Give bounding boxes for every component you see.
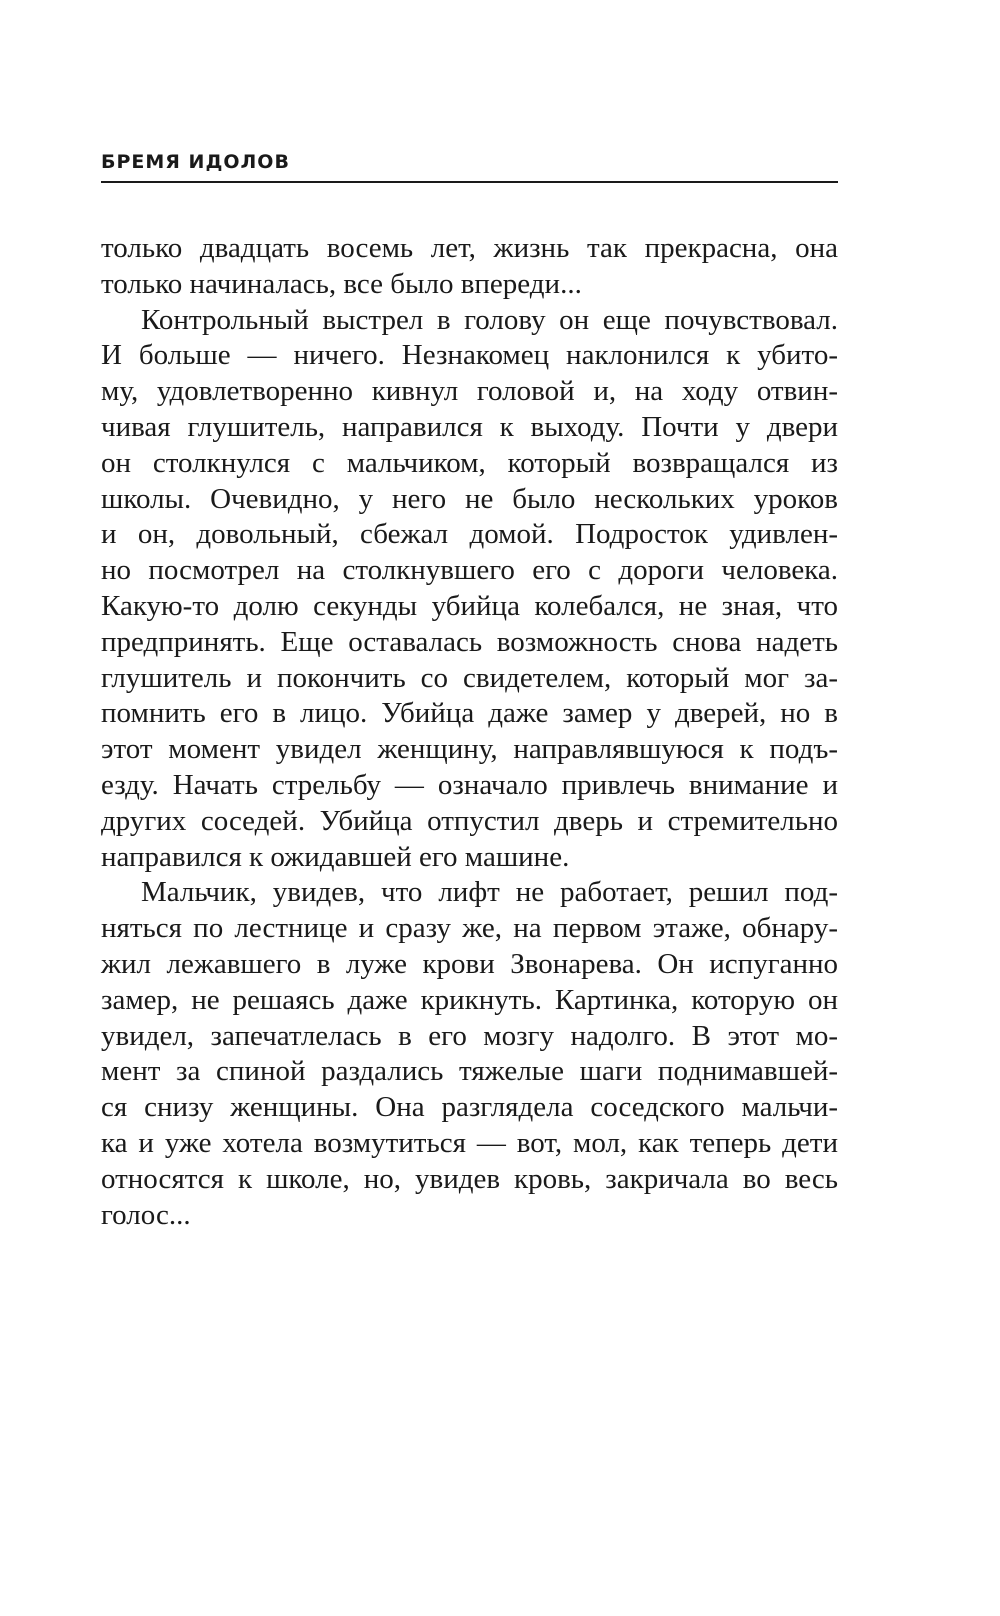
- text-line: няться по лестнице и сразу же, на первом этаже, обнару-: [101, 912, 838, 945]
- text-line: относятся к школе, но, увидев кровь, закричала во весь: [101, 1162, 838, 1195]
- text-line: школы. Очевидно, у него не было нескольких уроков: [101, 482, 838, 515]
- header-rule: [101, 181, 838, 183]
- text-line: Контрольный выстрел в голову он еще почувствовал.: [141, 303, 838, 336]
- text-line: предпринять. Еще оставалась возможность снова надеть: [101, 625, 838, 658]
- text-line: только двадцать восемь лет, жизнь так прекрасна, она: [101, 232, 838, 264]
- text-line: но посмотрел на столкнувшего его с дороги человека.: [101, 554, 838, 587]
- text-line: чивая глушитель, направился к выходу. Почти у двери: [101, 410, 838, 443]
- text-line: глушитель и покончить со свидетелем, который мог за-: [101, 661, 838, 694]
- text-line: езду. Начать стрельбу — означало привлечь внимание и: [101, 768, 838, 801]
- text-line: Мальчик, увидев, что лифт не работает, решил под-: [141, 876, 838, 909]
- text-line: жил лежавшего в луже крови Звонарева. Он испуганно: [101, 947, 838, 980]
- text-line: и он, довольный, сбежал домой. Подросток удивлен-: [101, 518, 838, 551]
- text-line: ка и уже хотела возмутиться — вот, мол, как теперь дети: [101, 1126, 838, 1159]
- text-line: этот момент увидел женщину, направлявшуюся к подъ-: [101, 733, 838, 766]
- body-text: [101, 231, 838, 1233]
- text-line: мент за спиной раздались тяжелые шаги поднимавшей-: [101, 1055, 838, 1088]
- text-line: помнить его в лицо. Убийца даже замер у дверей, но в: [101, 697, 838, 730]
- text-line: голос...: [101, 1198, 191, 1231]
- text-line: Какую-то долю секунды убийца колебался, не зная, что: [101, 589, 838, 622]
- text-line: му, удовлетворенно кивнул головой и, на ходу отвин-: [101, 375, 838, 408]
- text-line: он столкнулся с мальчиком, который возвращался из: [101, 446, 838, 479]
- text-line: других соседей. Убийца отпустил дверь и стремительно: [101, 804, 838, 837]
- running-head-title: БРЕМЯ ИДОЛОВ: [101, 151, 290, 173]
- text-line: увидел, запечатлелась в его мозгу надолго. В этот мо-: [101, 1019, 838, 1052]
- text-line: только начиналась, все было впереди...: [101, 267, 582, 300]
- text-line: замер, не решаясь даже крикнуть. Картинка, которую он: [101, 983, 838, 1016]
- text-line: И больше — ничего. Незнакомец наклонился к убито-: [101, 339, 838, 372]
- text-line: ся снизу женщины. Она разглядела соседского мальчи-: [101, 1091, 838, 1124]
- text-line: направился к ожидавшей его машине.: [101, 840, 570, 873]
